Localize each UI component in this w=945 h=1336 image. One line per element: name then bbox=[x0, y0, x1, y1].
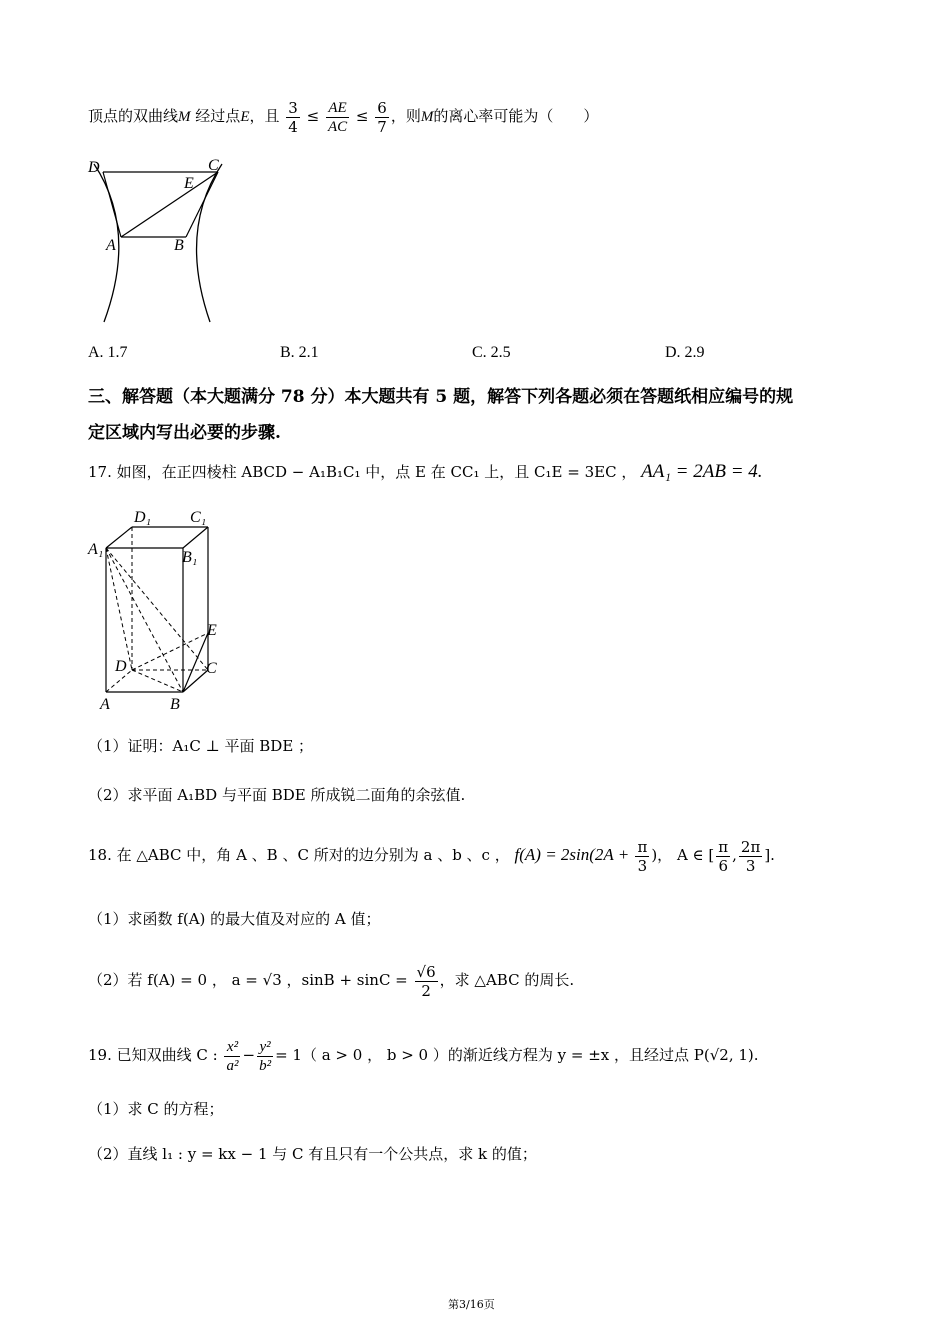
edge-de bbox=[132, 633, 208, 670]
q16-frac2-num: AE bbox=[326, 99, 349, 118]
q17-prism-figure bbox=[86, 505, 236, 715]
q16-frac1 bbox=[286, 99, 300, 136]
q18-sqrt6: √6 bbox=[416, 962, 436, 981]
edge-a1d bbox=[106, 548, 132, 670]
hyperbola-right-branch bbox=[197, 164, 222, 322]
q19-a2: a² bbox=[226, 1057, 239, 1074]
q19-b2: b² bbox=[259, 1057, 272, 1074]
q19-stem-b: = 1（ a > 0 ， b > 0 ）的渐近线方程为 y = ±x ，且经过点 P(√2, 1). bbox=[275, 1046, 759, 1064]
q16-text-a: 顶点的双曲线 bbox=[88, 107, 179, 125]
label-a: A bbox=[100, 696, 110, 713]
q17-condition: AA₁ = 2AB = 4. bbox=[641, 461, 763, 482]
q19-part1: （1）求 C 的方程； bbox=[88, 1100, 224, 1118]
option-b: B. 2.1 bbox=[280, 344, 319, 361]
label-d1: D₁ bbox=[134, 509, 152, 526]
q18-pi3-den: 3 bbox=[637, 856, 648, 875]
q19-minus: − bbox=[242, 1046, 256, 1064]
edge-a1d1 bbox=[106, 527, 132, 548]
option-a: A. 1.7 bbox=[88, 344, 128, 361]
q18-stem: 18. 在 △ABC 中，角 A 、B 、C 所对的边分别为 a 、b 、c ， f(A) = 2sin(2A + $\frac{\pi}{3}$ )， A ∈ [ $\frac{\pi}{6}$ , $\frac{2\pi}{3}$ ]. bbox=[88, 837, 775, 875]
q19-x2: x² bbox=[224, 1038, 240, 1057]
q18-range-lo-num: π bbox=[718, 837, 729, 856]
q18-range-hi-num: 2π bbox=[740, 837, 761, 856]
q16-frac1-num: 3 bbox=[288, 98, 298, 117]
label-e: E bbox=[207, 622, 217, 639]
q18-range-hi-den: 3 bbox=[745, 856, 756, 875]
label-b1: B₁ bbox=[182, 549, 198, 566]
q18-part2-b: ，求 △ABC 的周长. bbox=[439, 971, 575, 989]
q16-stem bbox=[88, 96, 598, 136]
q19-part2: （2）直线 l₁ : y = kx − 1 与 C 有且只有一个公共点，求 k 的值； bbox=[88, 1145, 537, 1163]
q16-text-e: 的离心率可能为（ ） bbox=[433, 107, 599, 125]
q18-part1: （1）求函数 f(A) 的最大值及对应的 A 值； bbox=[88, 910, 381, 928]
q16-le1: ≤ bbox=[306, 107, 320, 125]
edge-bc bbox=[183, 670, 208, 692]
q16-var-e: E bbox=[240, 109, 250, 125]
q18-stem-text: 18. 在 △ABC 中，角 A 、B 、C 所对的边分别为 a 、b 、c ， bbox=[88, 846, 510, 864]
label-d: D bbox=[88, 159, 100, 176]
page-number: 第3/16页 bbox=[448, 1298, 495, 1311]
q18-range-lo bbox=[716, 838, 730, 875]
segment-da bbox=[103, 172, 121, 237]
q16-text-d: ，则 bbox=[390, 107, 421, 125]
label-c1: C₁ bbox=[190, 509, 207, 526]
section3-line1: 三、解答题（本大题满分 78 分）本大题共有 5 题，解答下列各题必须在答题纸相应编号的规 bbox=[88, 387, 794, 407]
q18-pi3 bbox=[635, 838, 649, 875]
q17-stem-text: 17. 如图，在正四棱柱 ABCD − A₁B₁C₁ 中，点 E 在 CC₁ 上，且 C₁E = 3EC ， bbox=[88, 463, 637, 481]
label-c: C bbox=[208, 157, 219, 174]
edge-a1c bbox=[106, 548, 208, 670]
q17-part2: （2）求平面 A₁BD 与平面 BDE 所成锐二面角的余弦值. bbox=[88, 786, 466, 804]
q19-stem bbox=[88, 1030, 759, 1080]
q19-y2: y² bbox=[257, 1038, 273, 1057]
edge-be bbox=[183, 633, 208, 692]
q16-var-m: M bbox=[178, 109, 191, 125]
label-d: D bbox=[115, 658, 127, 675]
q16-le2: ≤ bbox=[355, 107, 369, 125]
q19-x2-over-a2 bbox=[224, 1038, 240, 1075]
section3-line2: 定区域内写出必要的步骤. bbox=[88, 423, 281, 443]
q16-frac3-num: 6 bbox=[377, 98, 387, 117]
q18-range-hi bbox=[739, 838, 762, 875]
q18-func-tail: )， A ∈ [ bbox=[651, 846, 715, 864]
q19-y2-over-b2 bbox=[257, 1038, 273, 1075]
q16-frac2 bbox=[326, 99, 349, 136]
option-d: D. 2.9 bbox=[665, 344, 705, 361]
q16-frac3 bbox=[375, 99, 389, 136]
q16-frac2-den: AC bbox=[327, 118, 348, 135]
label-b: B bbox=[170, 696, 180, 713]
q18-two: 2 bbox=[421, 981, 431, 1000]
q16-var-m2: M bbox=[420, 109, 434, 125]
q16-text-c: ，且 bbox=[249, 107, 280, 125]
label-e: E bbox=[184, 175, 194, 192]
q18-range-lo-den: 6 bbox=[718, 856, 728, 875]
q18-part2 bbox=[88, 955, 574, 1005]
q18-pi3-num: π bbox=[637, 837, 648, 856]
option-c: C. 2.5 bbox=[472, 344, 511, 361]
label-a1: A₁ bbox=[88, 541, 104, 558]
label-b: B bbox=[174, 237, 184, 254]
q18-sqrt6-over-2 bbox=[415, 963, 438, 1000]
q16-text-b: 经过点 bbox=[195, 107, 241, 125]
q17-part1: （1）证明：A₁C ⊥ 平面 BDE ； bbox=[88, 737, 314, 755]
q18-range-tail: ]. bbox=[764, 846, 775, 864]
q16-hyperbola-figure bbox=[80, 150, 240, 330]
label-c: C bbox=[206, 660, 217, 677]
edge-c1b1 bbox=[183, 527, 208, 548]
q18-part2-a: （2）若 f(A) = 0 ， a = √3 ，sinB + sinC = bbox=[88, 971, 408, 989]
q17-stem bbox=[88, 460, 763, 484]
q16-frac3-den: 7 bbox=[377, 117, 387, 136]
q18-func: f(A) = 2sin(2A + bbox=[514, 845, 634, 864]
q16-frac1-den: 4 bbox=[288, 117, 298, 136]
q19-stem-a: 19. 已知双曲线 C : bbox=[88, 1046, 218, 1064]
label-a: A bbox=[106, 237, 116, 254]
edge-db bbox=[132, 670, 183, 692]
